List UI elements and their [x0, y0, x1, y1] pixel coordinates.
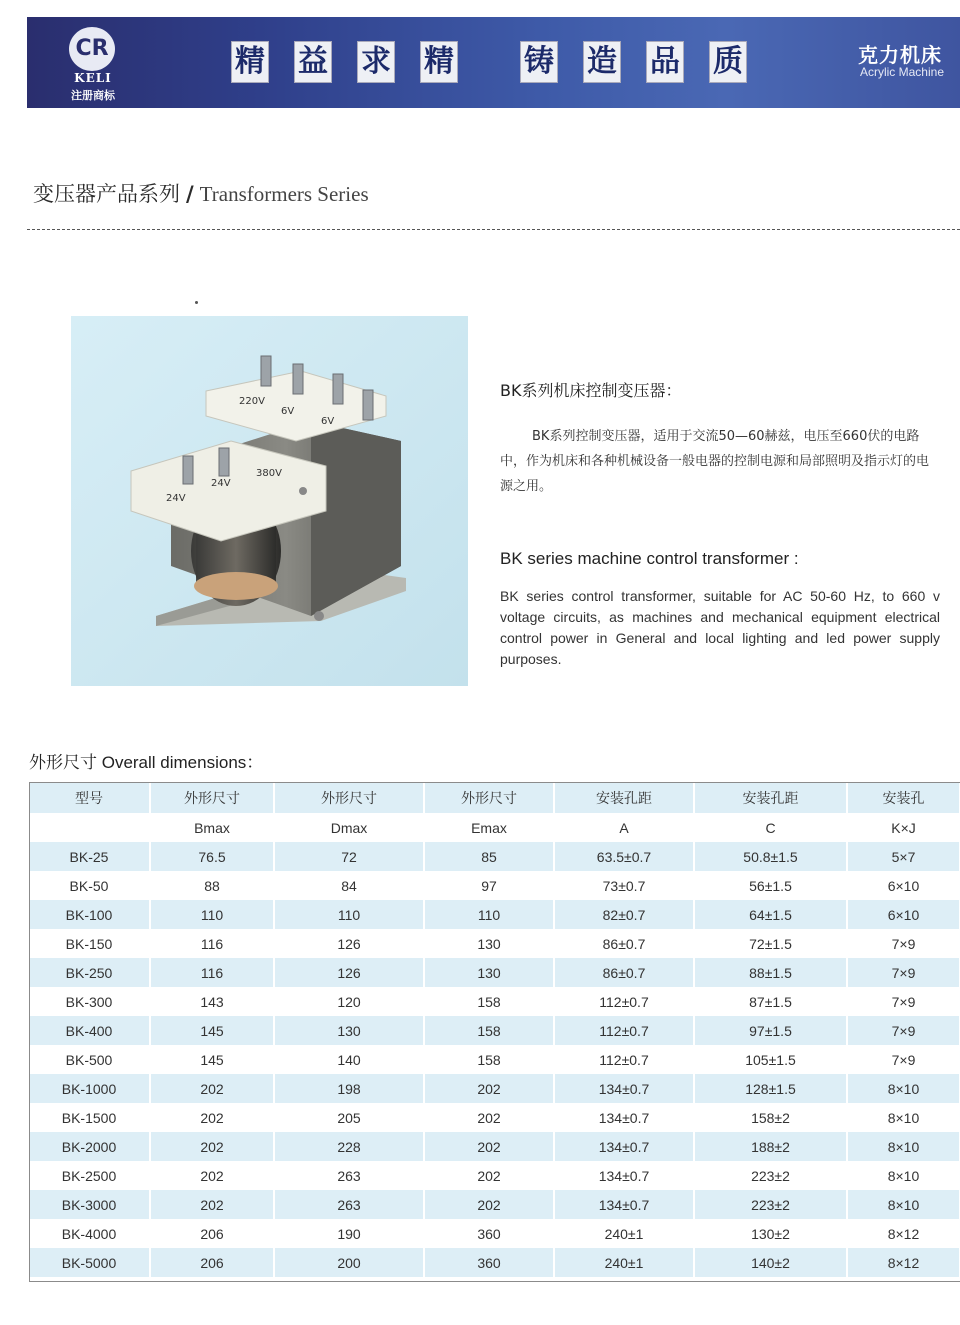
table-cell: 85: [424, 842, 554, 871]
model-cell: BK-50: [29, 871, 150, 900]
table-cell: 223±2: [694, 1161, 847, 1190]
terminal-label: 6V: [321, 416, 335, 427]
terminal-label: 24V: [166, 493, 186, 504]
model-cell: BK-300: [29, 987, 150, 1016]
keli-logo: [63, 27, 123, 103]
column-subheader: Bmax: [150, 813, 274, 842]
dashed-divider: [27, 229, 960, 230]
table-row: [29, 1016, 960, 1045]
table-row: [29, 958, 960, 987]
table-cell: 134±0.7: [554, 1074, 694, 1103]
table-cell: 5×7: [847, 842, 960, 871]
table-cell: 126: [274, 929, 424, 958]
column-header: 型号: [29, 783, 150, 813]
slogan-char: 铸: [520, 41, 558, 83]
table-cell: 110: [150, 900, 274, 929]
model-cell: BK-150: [29, 929, 150, 958]
section-title-en: Transformers Series: [199, 182, 369, 206]
table-cell: 112±0.7: [554, 1045, 694, 1074]
table-cell: 130±2: [694, 1219, 847, 1248]
table-cell: 143: [150, 987, 274, 1016]
slogan-char: 品: [646, 41, 684, 83]
table-cell: 145: [150, 1016, 274, 1045]
model-cell: BK-1500: [29, 1103, 150, 1132]
slogan-char: 益: [294, 41, 332, 83]
table-cell: 206: [150, 1219, 274, 1248]
table-row: [29, 1045, 960, 1074]
table-cell: 82±0.7: [554, 900, 694, 929]
table-cell: 188±2: [694, 1132, 847, 1161]
table-cell: 158: [424, 1016, 554, 1045]
model-cell: BK-250: [29, 958, 150, 987]
table-cell: 7×9: [847, 987, 960, 1016]
slogan-char: 质: [709, 41, 747, 83]
model-cell: BK-1000: [29, 1074, 150, 1103]
table-cell: 86±0.7: [554, 929, 694, 958]
title-slash: /: [186, 182, 194, 206]
terminal-label: 24V: [211, 478, 231, 489]
table-cell: 6×10: [847, 900, 960, 929]
table-cell: 8×10: [847, 1190, 960, 1219]
table-cell: 130: [274, 1016, 424, 1045]
table-cell: 8×10: [847, 1074, 960, 1103]
table-cell: 88±1.5: [694, 958, 847, 987]
model-cell: BK-400: [29, 1016, 150, 1045]
table-cell: 202: [424, 1132, 554, 1161]
table-cell: 64±1.5: [694, 900, 847, 929]
table-cell: 97: [424, 871, 554, 900]
description-title-cn: BK系列机床控制变压器：: [500, 381, 682, 400]
header-banner: [27, 17, 960, 108]
table-body: [29, 842, 960, 1277]
table-cell: 202: [424, 1103, 554, 1132]
keli-logo-icon: CR: [69, 27, 115, 71]
table-cell: 7×9: [847, 1016, 960, 1045]
slogan-char: 求: [357, 41, 395, 83]
description-title-en: BK series machine control transformer :: [500, 549, 799, 568]
table-cell: 87±1.5: [694, 987, 847, 1016]
table-row: [29, 1190, 960, 1219]
table-cell: 360: [424, 1248, 554, 1277]
dimensions-table: [29, 783, 960, 1277]
table-cell: 112±0.7: [554, 987, 694, 1016]
column-header: 外形尺寸: [424, 783, 554, 813]
column-header: 外形尺寸: [150, 783, 274, 813]
table-cell: 240±1: [554, 1219, 694, 1248]
table-cell: 130: [424, 958, 554, 987]
table-cell: 263: [274, 1190, 424, 1219]
table-cell: 134±0.7: [554, 1161, 694, 1190]
table-cell: 8×12: [847, 1248, 960, 1277]
column-header: 安装孔距: [554, 783, 694, 813]
column-subheader: A: [554, 813, 694, 842]
table-header-row: [29, 783, 960, 813]
table-cell: 223±2: [694, 1190, 847, 1219]
column-subheader: C: [694, 813, 847, 842]
table-cell: 56±1.5: [694, 871, 847, 900]
column-subheader: K×J: [847, 813, 960, 842]
table-cell: 202: [424, 1074, 554, 1103]
table-cell: 8×10: [847, 1103, 960, 1132]
description-body-cn: BK系列控制变压器，适用于交流50—60赫兹，电压至660伏的电路中，作为机床和各种机械设备一般电器的控制电源和局部照明及指示灯的电源之用。: [500, 429, 930, 494]
table-cell: 130: [424, 929, 554, 958]
table-cell: 158: [424, 987, 554, 1016]
table-cell: 202: [424, 1190, 554, 1219]
table-cell: 240±1: [554, 1248, 694, 1277]
table-cell: 202: [150, 1103, 274, 1132]
logo-text: KELI: [74, 71, 112, 85]
table-cell: 190: [274, 1219, 424, 1248]
model-cell: BK-2000: [29, 1132, 150, 1161]
section-title-cn: 变压器产品系列: [33, 182, 180, 206]
column-subheader: Dmax: [274, 813, 424, 842]
table-cell: 263: [274, 1161, 424, 1190]
table-row: [29, 1103, 960, 1132]
table-cell: 198: [274, 1074, 424, 1103]
dimensions-title: 外形尺寸 Overall dimensions：: [29, 753, 264, 772]
transformer-photo: [71, 316, 468, 686]
logo-registered-label: 注册商标: [71, 89, 115, 102]
table-cell: 116: [150, 958, 274, 987]
table-cell: 72: [274, 842, 424, 871]
speck: [195, 301, 198, 304]
table-cell: 360: [424, 1219, 554, 1248]
table-cell: 105±1.5: [694, 1045, 847, 1074]
table-cell: 134±0.7: [554, 1103, 694, 1132]
table-cell: 228: [274, 1132, 424, 1161]
brand-name-en: Acrylic Machine: [859, 65, 944, 79]
column-subheader: [29, 813, 150, 842]
table-cell: 126: [274, 958, 424, 987]
table-cell: 97±1.5: [694, 1016, 847, 1045]
table-cell: 50.8±1.5: [694, 842, 847, 871]
table-cell: 110: [274, 900, 424, 929]
table-row: [29, 871, 960, 900]
table-cell: 6×10: [847, 871, 960, 900]
slogan-char: 造: [583, 41, 621, 83]
table-row: [29, 1132, 960, 1161]
table-row: [29, 1161, 960, 1190]
table-cell: 140: [274, 1045, 424, 1074]
table-subheader-row: [29, 813, 960, 842]
table-cell: 88: [150, 871, 274, 900]
model-cell: BK-4000: [29, 1219, 150, 1248]
table-row: [29, 1219, 960, 1248]
table-cell: 86±0.7: [554, 958, 694, 987]
table-cell: 140±2: [694, 1248, 847, 1277]
table-cell: 200: [274, 1248, 424, 1277]
table-cell: 7×9: [847, 958, 960, 987]
table-cell: 63.5±0.7: [554, 842, 694, 871]
table-cell: 7×9: [847, 1045, 960, 1074]
table-cell: 116: [150, 929, 274, 958]
table-cell: 8×10: [847, 1161, 960, 1190]
table-cell: 76.5: [150, 842, 274, 871]
table-cell: 206: [150, 1248, 274, 1277]
table-cell: 7×9: [847, 929, 960, 958]
table-cell: 134±0.7: [554, 1132, 694, 1161]
table-cell: 158: [424, 1045, 554, 1074]
table-row: [29, 1248, 960, 1277]
table-cell: 72±1.5: [694, 929, 847, 958]
table-row: [29, 842, 960, 871]
table-row: [29, 1074, 960, 1103]
terminal-label: 6V: [281, 406, 295, 417]
table-cell: 112±0.7: [554, 1016, 694, 1045]
table-row: [29, 900, 960, 929]
table-cell: 205: [274, 1103, 424, 1132]
transformer-illustration: [71, 316, 468, 686]
model-cell: BK-100: [29, 900, 150, 929]
table-cell: 134±0.7: [554, 1190, 694, 1219]
table-cell: 145: [150, 1045, 274, 1074]
table-cell: 120: [274, 987, 424, 1016]
table-cell: 202: [150, 1074, 274, 1103]
table-cell: 202: [424, 1161, 554, 1190]
table-cell: 158±2: [694, 1103, 847, 1132]
slogan-char: 精: [231, 41, 269, 83]
column-header: 安装孔距: [694, 783, 847, 813]
table-cell: 8×10: [847, 1132, 960, 1161]
terminal-label: 220V: [239, 396, 265, 407]
table-row: [29, 987, 960, 1016]
terminal-label: 380V: [256, 468, 282, 479]
table-cell: 202: [150, 1190, 274, 1219]
table-cell: 202: [150, 1132, 274, 1161]
model-cell: BK-25: [29, 842, 150, 871]
table-cell: 110: [424, 900, 554, 929]
table-row: [29, 929, 960, 958]
column-subheader: Emax: [424, 813, 554, 842]
column-header: 外形尺寸: [274, 783, 424, 813]
table-cell: 73±0.7: [554, 871, 694, 900]
table-cell: 84: [274, 871, 424, 900]
model-cell: BK-2500: [29, 1161, 150, 1190]
table-cell: 128±1.5: [694, 1074, 847, 1103]
slogan-char: 精: [420, 41, 458, 83]
brand-name-cn: 克力机床: [858, 43, 942, 67]
model-cell: BK-500: [29, 1045, 150, 1074]
table-cell: 202: [150, 1161, 274, 1190]
model-cell: BK-5000: [29, 1248, 150, 1277]
description-body-en: BK series control transformer, suitable for AC 50-60 Hz, to 660 v voltage circuits, as machines and mechanical equipment electrical control power in General and local lighting and led power supply purposes.: [500, 588, 940, 667]
model-cell: BK-3000: [29, 1190, 150, 1219]
table-cell: 8×12: [847, 1219, 960, 1248]
section-title: [33, 178, 369, 208]
column-header: 安装孔: [847, 783, 960, 813]
